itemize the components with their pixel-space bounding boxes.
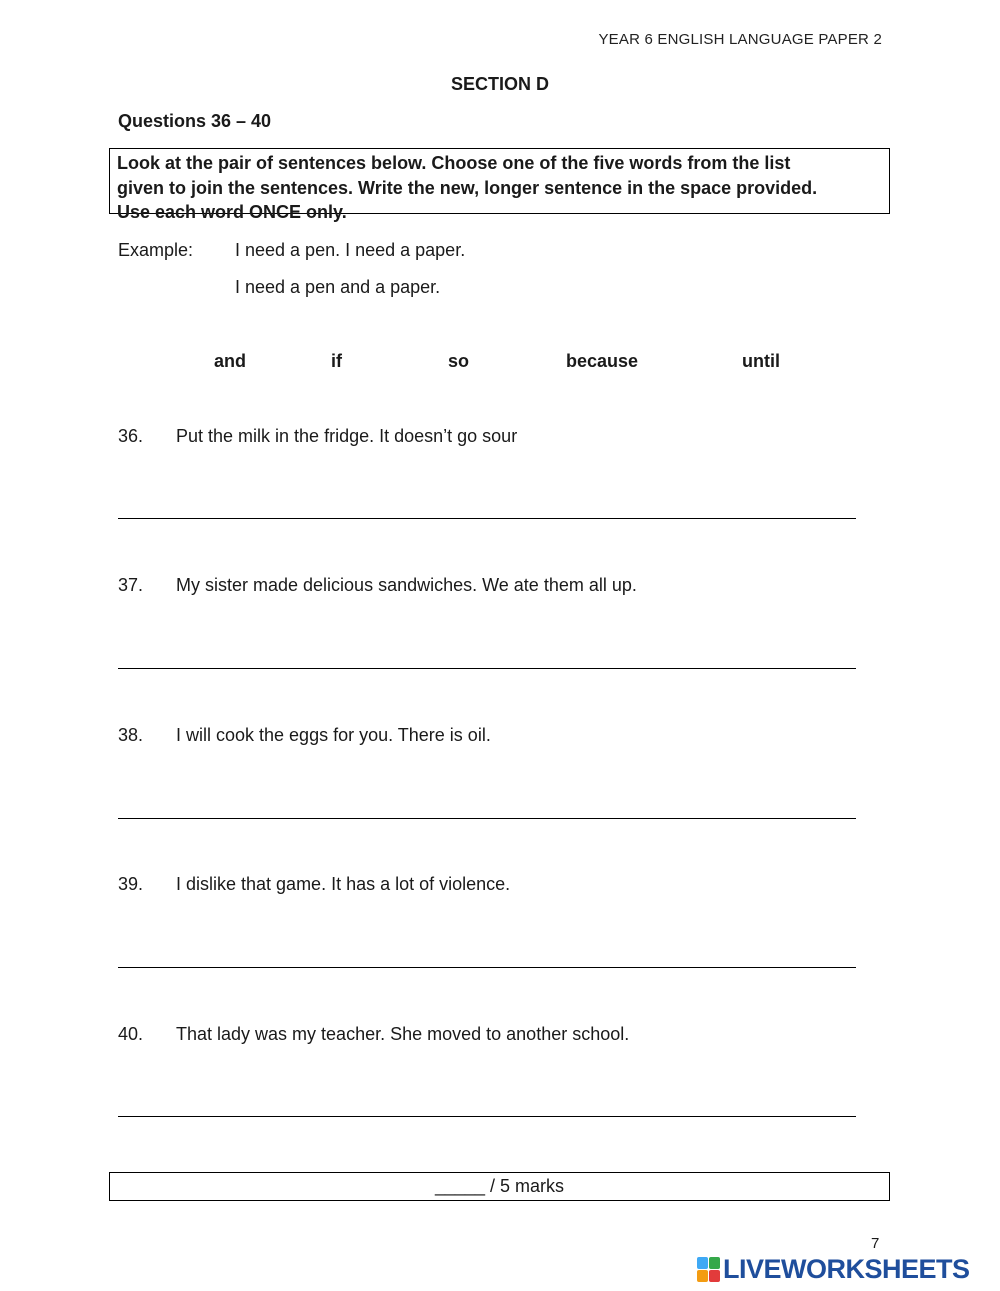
instructions-box [109, 148, 890, 222]
answer-line[interactable] [118, 518, 856, 519]
question-text: My sister made delicious sandwiches. We ate them all up. [176, 575, 637, 595]
word-because: because [566, 351, 639, 371]
answer-line[interactable] [118, 818, 856, 819]
page-number: 7 [871, 1235, 880, 1252]
logo-text: LIVEWORKSHEETS [723, 1253, 970, 1284]
marks-label: _____ / 5 marks [434, 1176, 565, 1196]
question-number: 36. [118, 426, 144, 446]
word-and: and [214, 351, 247, 371]
instruction-line-3: Use each word ONCE only. [117, 202, 347, 222]
question-text: I will cook the eggs for you. There is oil. [176, 725, 491, 745]
instruction-line-1: Look at the pair of sentences below. Choose one of the five words from the list [117, 153, 791, 173]
example-answer: I need a pen and a paper. [235, 277, 441, 297]
marks-box [109, 1172, 890, 1201]
section-title: SECTION D [450, 74, 549, 94]
example-label: Example: [118, 240, 194, 260]
question-number: 40. [118, 1024, 144, 1044]
answer-line[interactable] [118, 967, 856, 968]
question-text: I dislike that game. It has a lot of violence. [176, 874, 511, 894]
logo-blocks-icon [697, 1257, 720, 1282]
example-sentences: I need a pen. I need a paper. [235, 240, 466, 260]
question-number: 38. [118, 725, 144, 745]
word-until: until [742, 351, 780, 371]
answer-line[interactable] [118, 1116, 856, 1117]
liveworksheets-logo[interactable] [697, 1254, 970, 1284]
question-text: Put the milk in the fridge. It doesn’t go sour [176, 426, 518, 446]
question-number: 37. [118, 575, 144, 595]
word-so: so [448, 351, 470, 371]
paper-title: YEAR 6 ENGLISH LANGUAGE PAPER 2 [598, 31, 882, 48]
question-text: That lady was my teacher. She moved to another school. [176, 1024, 630, 1044]
question-number: 39. [118, 874, 144, 894]
questions-range: Questions 36 – 40 [118, 111, 272, 131]
word-if: if [331, 351, 342, 371]
answer-line[interactable] [118, 668, 856, 669]
instruction-line-2: given to join the sentences. Write the new, longer sentence in the space provided. [117, 177, 818, 198]
